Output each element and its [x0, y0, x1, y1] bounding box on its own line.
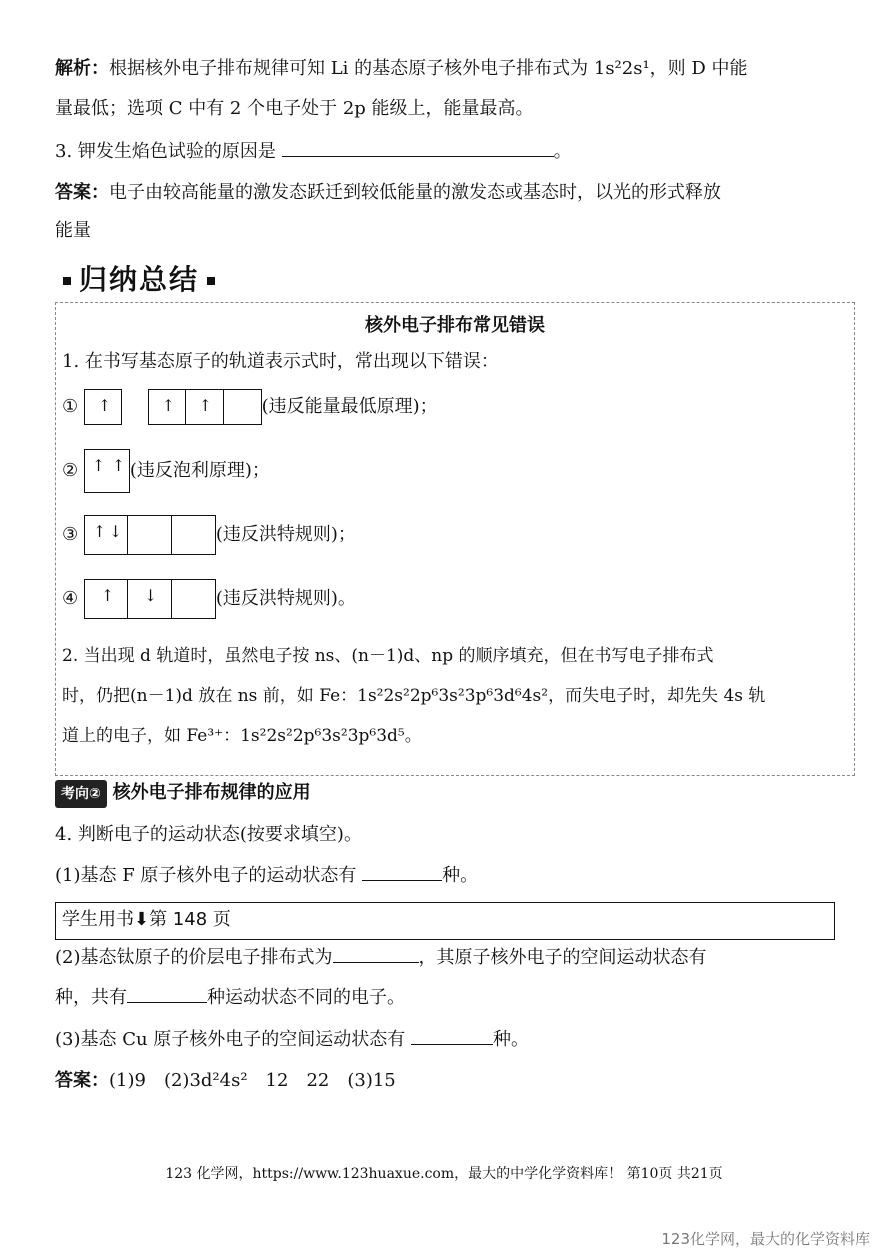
student-book-page-box: 学生用书⬇第 148 页	[55, 902, 835, 940]
question-4-part-2-line-1	[55, 944, 707, 971]
down-arrow-icon: ↓	[143, 586, 158, 605]
analysis-line-2: 量最低；选项 C 中有 2 个电子处于 2p 能级上，能量最高。	[55, 98, 534, 119]
square-bullet-icon	[207, 277, 215, 285]
up-arrow-icon: ↑	[198, 396, 213, 415]
up-arrow-icon: ↑	[111, 456, 126, 475]
answer-4	[55, 1068, 396, 1094]
summary-item-2-line-2: 时，仍把(n－1)d 放在 ns 前，如 Fe：1s²2s²2p⁶3s²3p⁶3d⁶4s²，而失电子时，却先失 4s 轨	[62, 686, 766, 706]
question-3-text: 3. 钾发生焰色试验的原因是	[55, 141, 276, 162]
section-heading	[55, 780, 311, 808]
error-3	[62, 515, 356, 555]
orbital-box	[224, 389, 262, 425]
answer-4-text: (1)9 (2)3d²4s² 12 22 (3)15	[109, 1070, 396, 1091]
question-4-part-3-text: (3)基态 Cu 原子核外电子的空间运动状态有	[55, 1029, 406, 1050]
up-arrow-icon: ↑	[97, 396, 112, 415]
summary-heading-text: 归纳总结	[79, 263, 200, 296]
orbital-box	[186, 389, 224, 425]
answer-blank[interactable]	[127, 984, 207, 1003]
up-arrow-icon: ↑	[92, 522, 107, 541]
question-4-part-3	[55, 1026, 529, 1053]
answer-4-label: 答案：	[55, 1070, 109, 1091]
answer-blank[interactable]	[411, 1026, 493, 1045]
error-2-note: (违反泡利原理)；	[129, 460, 270, 481]
orbital-box	[128, 515, 172, 555]
orbital-box	[172, 579, 216, 619]
question-3-blank[interactable]	[282, 138, 554, 157]
summary-item-2-line-3: 道上的电子，如 Fe³⁺：1s²2s²2p⁶3s²3p⁶3d⁵。	[62, 726, 422, 746]
question-4-stem: 4. 判断电子的运动状态(按要求填空)。	[55, 824, 362, 845]
question-4-part-2-text-d: 种运动状态不同的电子。	[207, 987, 405, 1008]
error-3-note: (违反洪特规则)；	[215, 524, 356, 545]
question-3	[55, 138, 572, 165]
section-tag: 考向②	[55, 780, 107, 808]
answer-blank[interactable]	[333, 944, 419, 963]
error-3-number: ③	[62, 524, 79, 545]
question-4-part-1-end: 种。	[442, 865, 479, 886]
question-4-part-2-text-c: 种，共有	[55, 987, 127, 1008]
answer-3-line-2: 能量	[55, 220, 91, 241]
section-title: 核外电子排布规律的应用	[112, 782, 311, 803]
error-1-number: ①	[62, 396, 79, 417]
answer-3-label: 答案：	[55, 182, 109, 203]
summary-heading	[55, 258, 223, 298]
page-footer: 123 化学网，https://www.123huaxue.com，最大的中学化学资料库！ 第10页 共21页	[165, 1166, 723, 1182]
answer-3-line-1	[55, 180, 721, 206]
summary-box	[55, 302, 855, 776]
question-4-part-1-text: (1)基态 F 原子核外电子的运动状态有	[55, 865, 357, 886]
error-1	[62, 389, 438, 425]
orbital-box	[128, 579, 172, 619]
question-3-end: 。	[553, 141, 572, 162]
error-4-note: (违反洪特规则)。	[215, 588, 356, 609]
error-2-number: ②	[62, 460, 79, 481]
up-arrow-icon: ↑	[91, 456, 106, 475]
error-2	[62, 449, 270, 493]
orbital-box	[84, 449, 130, 493]
error-4-number: ④	[62, 588, 79, 609]
orbital-box	[148, 389, 186, 425]
up-arrow-icon: ↑	[161, 396, 176, 415]
error-4	[62, 579, 356, 619]
analysis-line-1	[55, 56, 748, 82]
question-4-part-2-text-a: (2)基态钛原子的价层电子排布式为	[55, 947, 333, 968]
question-4-part-3-end: 种。	[493, 1029, 530, 1050]
down-arrow-icon: ↓	[108, 522, 123, 541]
orbital-box	[84, 579, 128, 619]
question-4-part-2-text-b: ，其原子核外电子的空间运动状态有	[418, 947, 707, 968]
summary-item-2-line-1: 2. 当出现 d 轨道时，虽然电子按 ns、(n－1)d、np 的顺序填充，但在书写电子排布式	[62, 646, 714, 666]
up-arrow-icon: ↑	[100, 586, 115, 605]
orbital-box	[84, 515, 128, 555]
answer-blank[interactable]	[362, 862, 442, 881]
summary-item-1: 1. 在书写基态原子的轨道表示式时，常出现以下错误：	[62, 351, 499, 372]
answer-3-text-1: 电子由较高能量的激发态跃迁到较低能量的激发态或基态时，以光的形式释放	[109, 182, 721, 203]
analysis-label: 解析：	[55, 58, 109, 79]
watermark: 123化学网，最大的化学资料库	[661, 1230, 870, 1248]
question-4-part-2-line-2	[55, 984, 405, 1011]
analysis-text-1: 根据核外电子排布规律可知 Li 的基态原子核外电子排布式为 1s²2s¹，则 D 中能	[109, 58, 748, 79]
summary-box-title: 核外电子排布常见错误	[365, 315, 545, 336]
error-1-note: (违反能量最低原理)；	[261, 396, 438, 417]
square-bullet-icon	[63, 277, 71, 285]
question-4-part-1	[55, 862, 478, 889]
orbital-box	[172, 515, 216, 555]
orbital-box	[84, 389, 122, 425]
